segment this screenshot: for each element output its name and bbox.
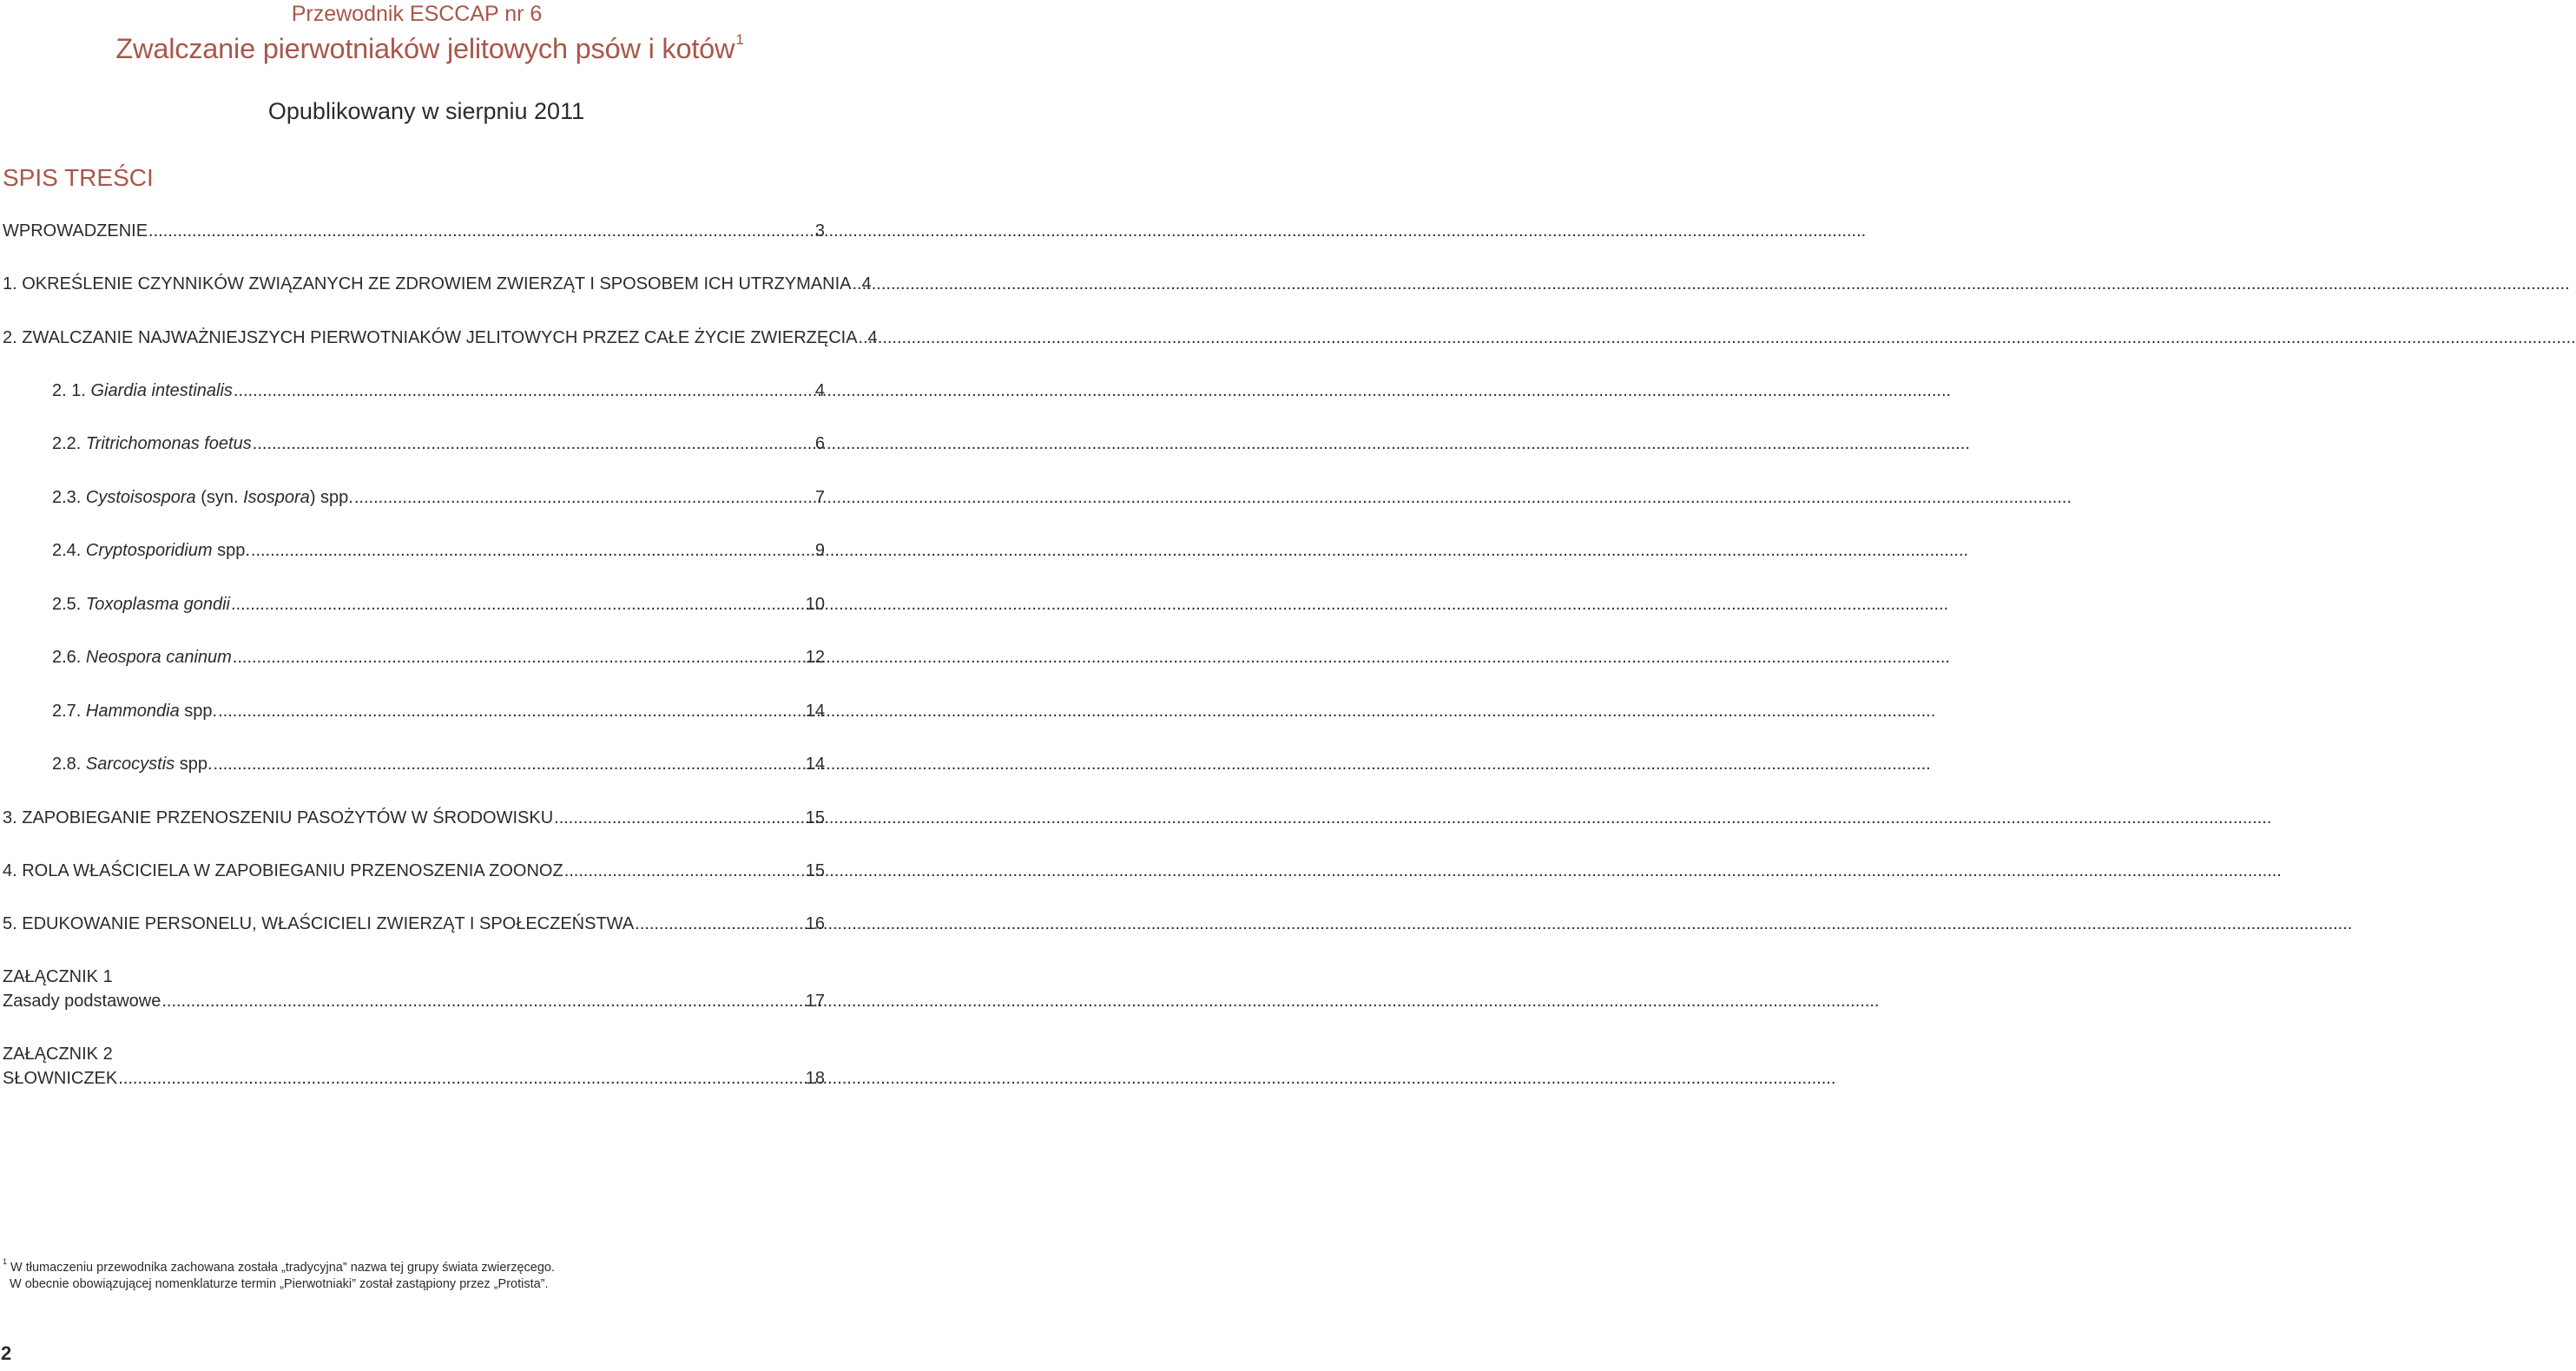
toc-entry-title: 2.8. Sarcocystis spp. [52,755,213,774]
toc-leader [554,807,805,828]
toc-entry-page: 18 [805,1069,825,1088]
toc-entry-title: 2.4. Cryptosporidium spp. [52,541,250,560]
toc-heading: SPIS TREŚCI [3,164,154,191]
toc-entry-title: 4. ROLA WŁAŚCICIELA W ZAPOBIEGANIU PRZENOSZENIA ZOONOZ [3,861,563,880]
toc-leader [218,701,805,722]
publication-date: Opublikowany w sierpniu 2011 [267,98,585,124]
document-title-text: Zwalczanie pierwotniaków jelitowych psów i kotów [115,33,735,64]
toc-leader [214,754,805,774]
toc-entry-page: 14 [805,755,825,774]
toc-entry-page: 4 [867,328,878,347]
toc-leader [118,1068,805,1089]
toc-leader [852,274,860,294]
toc-entry-page: 15 [805,808,825,827]
toc-entry-section-2-8[interactable] [52,754,825,774]
toc-entry-title: 2.7. Hammondia spp. [52,702,218,721]
series-title: Przewodnik ESCCAP nr 6 [291,2,543,26]
toc-entry-section-2-4[interactable] [52,540,825,561]
toc-leader [231,594,805,615]
toc-entry-introduction[interactable] [3,221,825,241]
toc-entry-page: 15 [805,861,825,880]
toc-entry-page: 3 [814,221,825,241]
footnote-line-2: W obecnie obowiązującej nomenklaturze termin „Pierwotniaki” został zastąpiony przez „Protista”. [10,1276,549,1291]
toc-entry-section-2-2[interactable] [52,433,825,454]
toc-leader [253,433,814,454]
toc-entry-page: 4 [861,274,872,293]
toc-entry-section-1[interactable] [3,274,872,294]
toc-entry-section-2-3[interactable] [52,487,825,508]
toc-leader [354,487,814,508]
toc-entry-title: 2.2. Tritrichomonas foetus [52,434,252,453]
toc-entry-page: 10 [805,595,825,614]
toc-entry-section-3[interactable] [3,807,825,828]
footnote [3,1256,555,1293]
toc-entry-page: 17 [805,992,825,1011]
title-footnote-mark: 1 [735,31,744,49]
footnote-line-1: $^1$ W tłumaczeniu przewodnika zachowana została „tradycyjna” nazwa tej grupy świata zwierzęcego. [3,1257,556,1275]
toc-leader [161,991,804,1012]
toc-entry-title: 1. OKREŚLENIE CZYNNIKÓW ZWIĄZANYCH ZE ZDROWIEM ZWIERZĄT I SPOSOBEM ICH UTRZYMANIA [3,274,852,293]
toc-entry-page: 7 [814,488,825,507]
toc-entry-title: SŁOWNICZEK [3,1069,118,1088]
annex-1-label: ZAŁĄCZNIK 1 [3,967,113,986]
toc-leader [234,380,814,401]
toc-entry-page: 12 [805,648,825,667]
toc-leader [859,327,867,348]
page-number: 2 [1,1342,12,1364]
toc-entry-section-2-1[interactable] [52,380,825,401]
toc-entry-title: 2.3. Cystoisospora (syn. Isospora) spp. [52,488,353,507]
document-title [0,33,860,65]
toc-entry-page: 9 [814,541,825,560]
toc-entry-section-2-6[interactable] [52,647,825,668]
toc-leader [251,540,814,561]
toc-entry-title: WPROWADZENIE [3,221,148,241]
toc-entry-section-5[interactable] [3,913,825,934]
toc-entry-title: 2.5. Toxoplasma gondii [52,595,230,614]
toc-entry-title: 3. ZAPOBIEGANIE PRZENOSZENIU PASOŻYTÓW W ŚRODOWISKU [3,808,554,827]
annex-2-label: ZAŁĄCZNIK 2 [3,1045,113,1064]
toc-leader [148,221,814,241]
toc-entry-section-2-5[interactable] [52,594,825,615]
toc-entry-annex-1[interactable] [3,991,825,1012]
toc-entry-section-2[interactable] [3,327,878,348]
toc-entry-section-2-7[interactable] [52,701,825,722]
toc-entry-page: 6 [814,434,825,453]
toc-entry-section-4[interactable] [3,860,825,881]
toc-entry-title: 2. ZWALCZANIE NAJWAŻNIEJSZYCH PIERWOTNIAKÓW JELITOWYCH PRZEZ CAŁE ŻYCIE ZWIERZĘCIA [3,328,858,347]
toc-entry-page: 4 [814,381,825,400]
toc-leader [635,913,805,934]
toc-leader [564,860,805,881]
toc-entry-page: 16 [805,914,825,933]
toc-entry-annex-2[interactable] [3,1068,825,1089]
toc-entry-title: 5. EDUKOWANIE PERSONELU, WŁAŚCICIELI ZWIERZĄT I SPOŁECZEŃSTWA [3,914,635,933]
toc-entry-title: 2. 1. Giardia intestinalis [52,381,233,400]
footnote-mark: 1 [3,1257,8,1266]
toc-leader [233,647,805,668]
toc-entry-title: 2.6. Neospora caninum [52,648,232,667]
toc-entry-title: Zasady podstawowe [3,992,161,1011]
toc-entry-page: 14 [805,702,825,721]
